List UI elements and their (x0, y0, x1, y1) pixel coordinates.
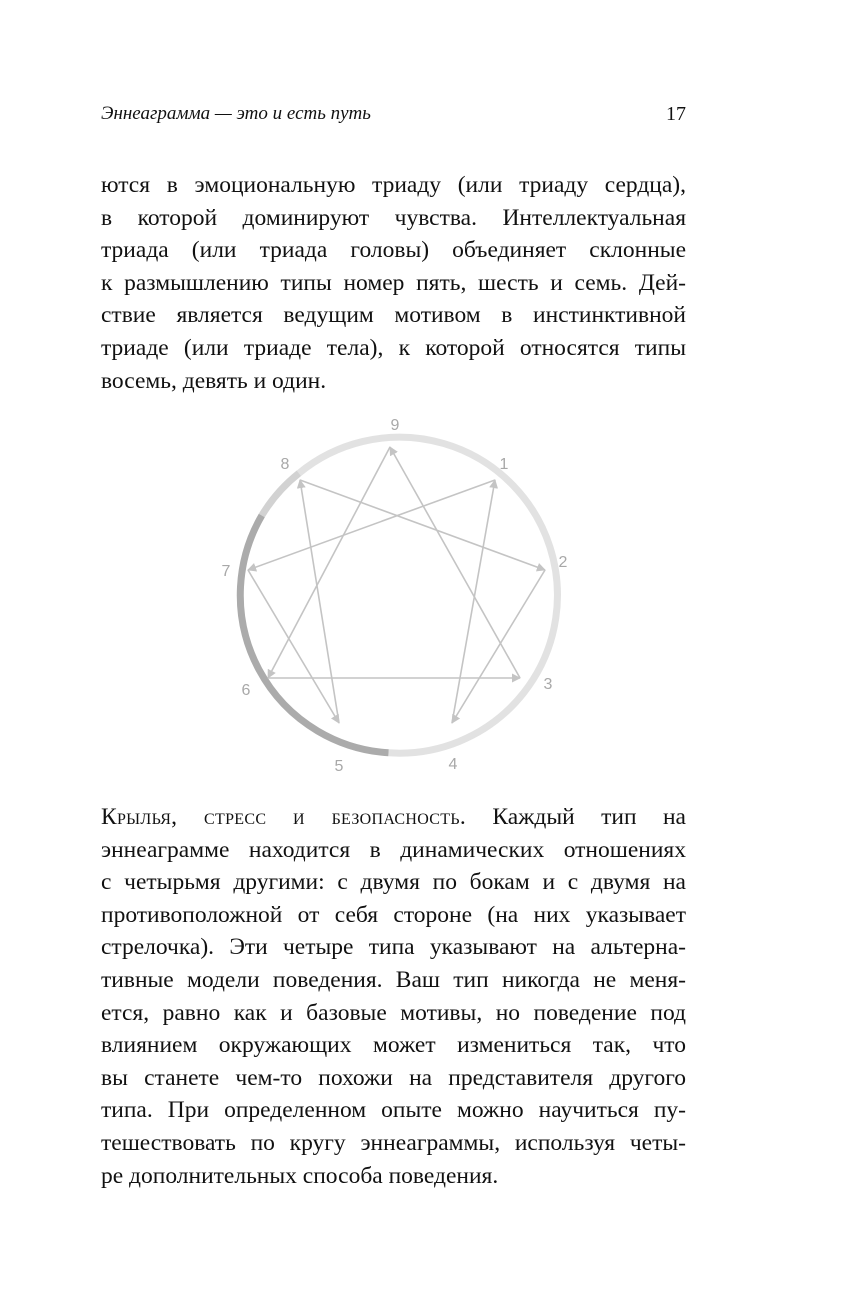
text-line: восемь, девять и один. (101, 367, 327, 394)
node-label-7: 7 (221, 563, 231, 580)
text-line: с четырьмя другими: с двумя по бокам и с двумя на (101, 869, 686, 896)
text-line: влиянием окружающих может измениться так, что (101, 1032, 686, 1059)
text-line: типа. При определенном опыте можно научиться пу- (101, 1097, 686, 1124)
text-fragment: Каждый тип на (466, 804, 686, 830)
text-line: ется, равно как и базовые мотивы, но поведение под (101, 999, 686, 1026)
arrow-1-to-7 (248, 480, 495, 570)
arrow-8-to-2 (300, 480, 545, 570)
arrow-7-to-5 (248, 570, 339, 723)
circle-arc-light (299, 437, 558, 753)
node-label-9: 9 (390, 417, 400, 434)
node-label-6: 6 (241, 682, 251, 699)
text-line: ре дополнительных способа поведения. (101, 1162, 499, 1189)
circle-arc-dark (240, 516, 388, 753)
node-label-2: 2 (558, 554, 568, 571)
node-label-5: 5 (334, 758, 344, 775)
text-line: тешествовать по кругу эннеаграммы, используя четы- (101, 1129, 686, 1156)
node-label-3: 3 (543, 676, 553, 693)
text-line (101, 801, 686, 834)
text-line: тивные модели поведения. Ваш тип никогда не меня- (101, 966, 686, 993)
paragraph-triads (101, 169, 686, 397)
arrow-5-to-8 (300, 480, 339, 723)
node-label-4: 4 (448, 756, 458, 773)
paragraph-wings (101, 801, 686, 1192)
text-line: к размышлению типы номер пять, шесть и семь. Дей- (101, 269, 686, 296)
text-line: триада (или триада головы) объединяет склонные (101, 237, 686, 264)
text-line: ются в эмоциональную триаду (или триаду сердца), (101, 172, 686, 198)
text-line: в которой доминируют чувства. Интеллектуальная (101, 204, 686, 231)
page-number: 17 (666, 103, 686, 125)
section-heading: Крылья, стресс и безопасность. (101, 804, 466, 830)
enneagram-diagram (215, 410, 585, 780)
page-header (101, 103, 686, 133)
text-line: стрелочка). Эти четыре типа указывают на альтерна- (101, 934, 686, 961)
node-label-1: 1 (499, 456, 509, 473)
node-label-8: 8 (280, 456, 290, 473)
text-line: противоположной от себя стороне (на них указывает (101, 901, 686, 928)
circle-arc-mid (262, 473, 299, 515)
text-line: ствие является ведущим мотивом в инстинктивной (101, 302, 686, 329)
text-line: триаде (или триаде тела), к которой относятся типы (101, 334, 686, 361)
running-title: Эннеаграмма — это и есть путь (101, 103, 371, 124)
text-line: эннеаграмме находится в динамических отношениях (101, 836, 686, 863)
text-line: вы станете чем-то похожи на представителя другого (101, 1064, 686, 1091)
